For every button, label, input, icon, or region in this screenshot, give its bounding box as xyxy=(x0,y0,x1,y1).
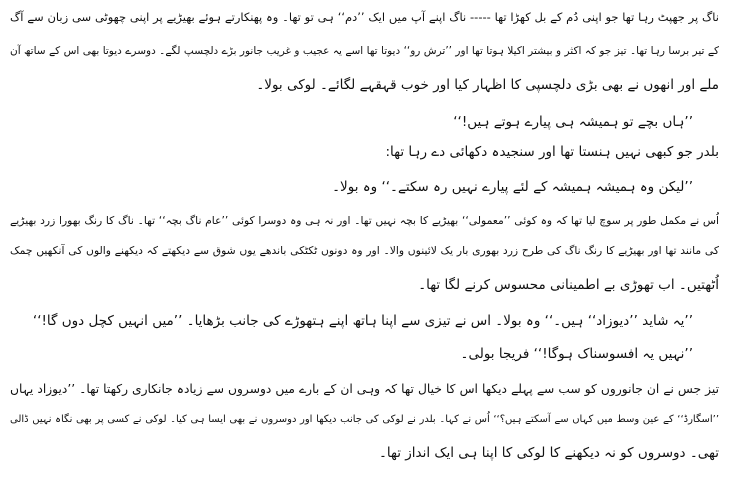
text-line: تیز جس نے ان جانوروں کو سب سے پہلے دیکھا اس کا خیال تھا کہ وہی ان کے بارے میں دوسروں سے زیادہ جانکاری رکھتا تھا۔ ’’دیوزاد یہاں xyxy=(10,382,719,396)
text-line: اُٹھتیں۔ اب تھوڑی بے اطمینانی محسوس کرنے لگا تھا۔ xyxy=(418,277,719,293)
text-line: ’’نہیں یہ افسوسناک ہوگا!‘‘ فریجا بولی۔ xyxy=(460,346,693,362)
text-line: ملے اور انھوں نے بھی بڑی دلچسپی کا اظہار کیا اور خوب قہقہے لگائے۔ لوکی بولا۔ xyxy=(256,77,719,93)
text-line: کی مانند تھا اور بھیڑیے کا رنگ ناگ کی طرح زرد بھوری بار یک لائینوں والا۔ اور وہ دونوں ٹکٹکی باندھے یوں شوق سے دیکھتے کہ دیکھنے والوں کی آنکھیں چمک xyxy=(10,244,719,257)
text-line: تھی۔ دوسروں کو نہ دیکھنے کا لوکی کا اپنا ہی ایک انداز تھا۔ xyxy=(378,445,719,461)
text-line: ’’ہاں بچے تو ہمیشہ ہی پیارے ہوتے ہیں!‘‘ xyxy=(453,114,693,130)
text-line: اُس نے مکمل طور پر سوچ لیا تھا کہ وہ کوئی ’’معمولی‘‘ بھیڑیے کا بچہ نہیں تھا۔ اور نہ ہی وہ دوسرا کوئی ’’عام ناگ بچہ‘‘ تھا۔ ناگ کا رنگ بھورا زرد بھیڑیے xyxy=(10,214,719,227)
text-line: بلدر جو کبھی نہیں ہنستا تھا اور سنجیدہ دکھائی دے رہا تھا: xyxy=(385,144,719,160)
text-line: ’’لیکن وہ ہمیشہ ہمیشہ کے لئے پیارے نہیں رہ سکتے۔‘‘ وہ بولا۔ xyxy=(332,179,693,195)
text-line: ’’یہ شاید ’’دیوزاد‘‘ ہیں۔‘‘ وہ بولا۔ اس نے تیزی سے اپنا ہاتھ اپنے ہتھوڑے کی جانب بڑھایا۔ ’’میں انہیں کچل دوں گا!‘‘ xyxy=(32,313,693,329)
text-line: ناگ پر جھپٹ رہا تھا جو اپنی دُم کے بل کھڑا تھا ----- ناگ اپنے آپ میں ایک ’’دم‘‘ ہی تو تھا۔ وہ پھنکارتے ہوئے بھیڑیے پر اپنی چھوٹی سی زبان سے آگ xyxy=(10,10,719,24)
text-line: ’’اسگارڈ‘‘ کے عین وسط میں کہاں سے آسکتے ہیں؟‘‘ اُس نے کہا۔ بلدر نے لوکی کی جانب دیکھا اور دوسروں نے بھی ایسا ہی کیا۔ لوکی نے کسی پر بھی نگاہ نہیں ڈالی xyxy=(10,414,719,425)
text-line: کے تیر برسا رہا تھا۔ تیز جو کہ اکثر و بیشتر اکیلا ہوتا تھا اور ’’ترش رو‘‘ دیوتا تھا اسے یہ عجیب و غریب جانور بڑے دلچسپ لگے۔ دوسرے دیوتا بھی اس کے ساتھ آن xyxy=(10,45,719,57)
